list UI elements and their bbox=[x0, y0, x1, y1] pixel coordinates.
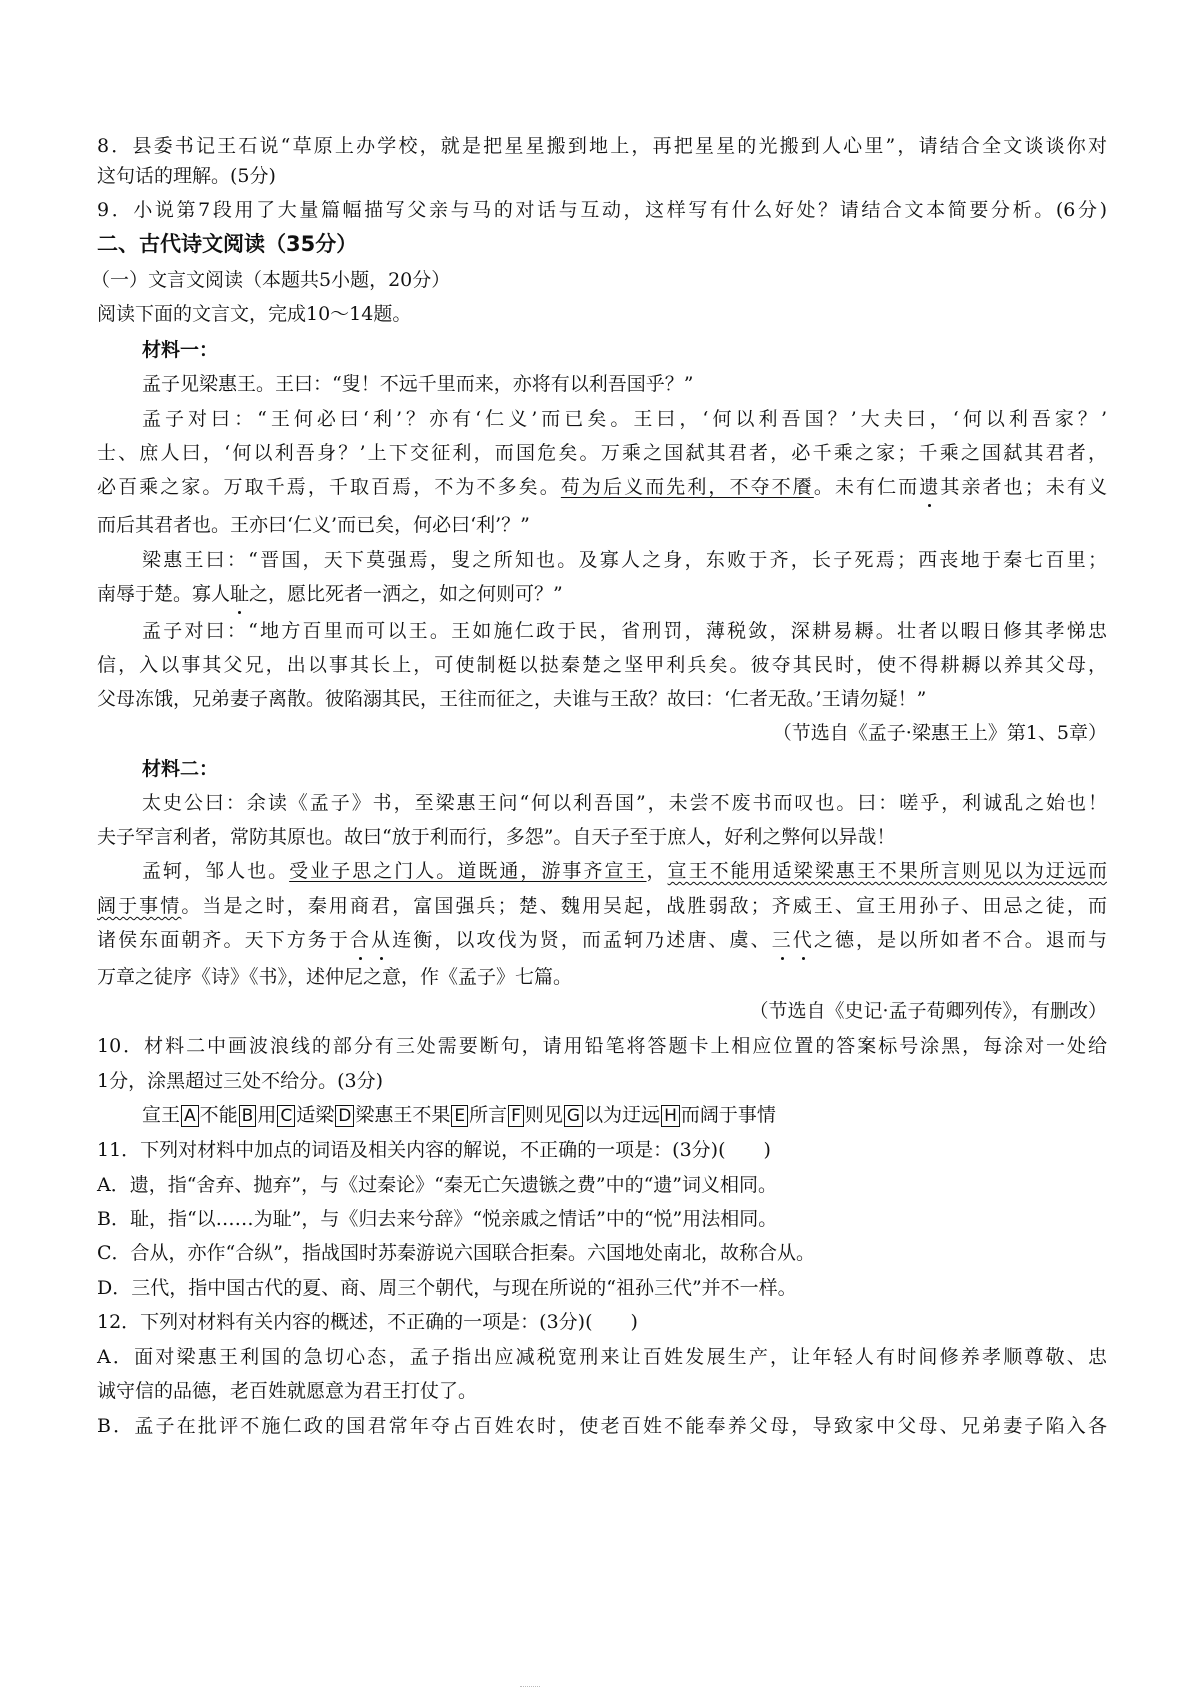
option-box-c[interactable]: C bbox=[277, 1105, 295, 1127]
section-title: 二、古代诗文阅读（35分） bbox=[97, 232, 358, 256]
m1-paragraph2-line1: 孟子对曰：“王何必曰‘利’？亦有‘仁义’而已矣。王曰，‘何以利吾国？’大夫曰，‘何以利吾家？’ bbox=[142, 408, 1107, 430]
dotted-word-dai: 代 bbox=[792, 929, 814, 951]
footer-mark bbox=[520, 1686, 540, 1688]
material2-source: （节选自《史记·孟子荀卿列传》，有删改） bbox=[749, 1000, 1107, 1022]
dotted-word-cong: 从 bbox=[371, 929, 393, 951]
subsection-title: （一）文言文阅读（本题共5小题，20分） bbox=[91, 269, 451, 291]
material2-label: 材料二： bbox=[142, 758, 219, 780]
q10-line2: 1分，涂黑超过三处不给分。(3分) bbox=[97, 1070, 384, 1092]
underlined-sentence-2: 受业子思之门人。道既通，游事齐宣王 bbox=[289, 860, 647, 882]
m1-paragraph3-line1: 梁惠王曰：“晋国，天下莫强焉，叟之所知也。及寡人之身，东败于齐，长子死焉；西丧地于秦七百里； bbox=[142, 549, 1107, 571]
option-box-h[interactable]: H bbox=[661, 1105, 680, 1127]
q11-stem: 11．下列对材料中加点的词语及相关内容的解说，不正确的一项是：(3分)( ) bbox=[97, 1139, 771, 1161]
m2-paragraph2-line3: 诸侯东面朝齐。天下方务于合从连衡，以攻伐为贤，而孟轲乃述唐、虞、三代之德，是以所如者不合。退而与 bbox=[97, 929, 1107, 951]
dotted-word-chi: 耻 bbox=[230, 583, 250, 605]
option-box-f[interactable]: F bbox=[508, 1105, 524, 1127]
option-box-e[interactable]: E bbox=[451, 1105, 468, 1127]
dotted-word-he: 合 bbox=[350, 929, 372, 951]
dotted-word-yi: 遗 bbox=[919, 476, 941, 498]
q8-line1: 8．县委书记王石说“草原上办学校，就是把星星搬到地上，再把星星的光搬到人心里”，请结合全文谈谈你对 bbox=[97, 135, 1107, 157]
q12-option-a-line2: 诚守信的品德，老百姓就愿意为君王打仗了。 bbox=[97, 1380, 478, 1402]
q8-line2: 这句话的理解。(5分) bbox=[97, 165, 276, 187]
material1-source: （节选自《孟子·梁惠王上》第1、5章） bbox=[772, 722, 1107, 744]
option-box-a[interactable]: A bbox=[181, 1105, 199, 1127]
m1-paragraph2-line2: 士、庶人曰，‘何以利吾身？’上下交征利，而国危矣。万乘之国弑其君者，必千乘之家；千乘之国弑其君者， bbox=[97, 442, 1107, 464]
m1-paragraph4-line3: 父母冻饿，兄弟妻子离散。彼陷溺其民，王往而征之，夫谁与王敌？故曰：‘仁者无敌。’王请勿疑！” bbox=[97, 688, 927, 710]
option-box-d[interactable]: D bbox=[335, 1105, 354, 1127]
m1-paragraph3-line2: 南辱于楚。寡人耻之，愿比死者一洒之，如之何则可？” bbox=[97, 583, 563, 605]
m2-paragraph1-line1: 太史公曰：余读《孟子》书，至梁惠王问“何以利吾国”，未尝不废书而叹也。曰：嗟乎，利诚乱之始也！ bbox=[142, 792, 1107, 814]
option-box-g[interactable]: G bbox=[564, 1105, 583, 1127]
m1-paragraph2-line4: 而后其君者也。王亦曰‘仁义’而已矣，何必曰‘利’？” bbox=[97, 514, 530, 536]
m1-paragraph4-line1: 孟子对曰：“地方百里而可以王。王如施仁政于民，省刑罚，薄税敛，深耕易耨。壮者以暇日修其孝悌忠 bbox=[142, 620, 1107, 642]
m2-paragraph2-line2: 阔于事情。当是之时，秦用商君，富国强兵；楚、魏用吴起，战胜弱敌；齐威王、宣王用孙子、田忌之徒，而 bbox=[97, 895, 1107, 917]
q11-option-b: B．耻，指“以……为耻”，与《归去来兮辞》“悦亲戚之情话”中的“悦”用法相同。 bbox=[97, 1208, 778, 1230]
q11-option-c: C．合从，亦作“合纵”，指战国时苏秦游说六国联合拒秦。六国地处南北，故称合从。 bbox=[97, 1242, 815, 1264]
underlined-sentence: 苟为后义而先利，不夺不餍 bbox=[560, 476, 814, 498]
reading-instruction: 阅读下面的文言文，完成10～14题。 bbox=[97, 303, 412, 325]
q11-option-d: D．三代，指中国古代的夏、商、周三个朝代，与现在所说的“祖孙三代”并不一样。 bbox=[97, 1277, 797, 1299]
q9-question: 9．小说第7段用了大量篇幅描写父亲与马的对话与互动，这样写有什么好处？请结合文本简要分析。(6分) bbox=[97, 199, 1107, 221]
q10-line1: 10．材料二中画波浪线的部分有三处需要断句，请用铅笔将答题卡上相应位置的答案标号涂黑，每涂对一处给 bbox=[97, 1035, 1107, 1057]
dotted-word-san: 三 bbox=[771, 929, 793, 951]
m2-paragraph2-line1: 孟轲，邹人也。受业子思之门人。道既通，游事齐宣王，宣王不能用适梁梁惠王不果所言则见以为迂远而 bbox=[142, 860, 1107, 882]
wavy-line-text: 宣王不能用适梁梁惠王不果所言则见以为迂远而 bbox=[667, 860, 1107, 882]
m2-paragraph2-line4: 万章之徒序《诗》《书》，述仲尼之意，作《孟子》七篇。 bbox=[97, 966, 573, 988]
material1-label: 材料一： bbox=[142, 339, 219, 361]
q12-option-a-line1: A．面对梁惠王利国的急切心态，孟子指出应减税宽刑来让百姓发展生产，让年轻人有时间修养孝顺尊敬、忠 bbox=[97, 1346, 1107, 1368]
q12-stem: 12．下列对材料有关内容的概述，不正确的一项是：(3分)( ) bbox=[97, 1311, 638, 1333]
wavy-line-text-end: 阔于事情 bbox=[97, 895, 182, 917]
option-box-b[interactable]: B bbox=[239, 1105, 257, 1127]
q12-option-b-line1: B．孟子在批评不施仁政的国君常年夺占百姓农时，使老百姓不能奉养父母，导致家中父母、兄弟妻子陷入各 bbox=[97, 1415, 1107, 1437]
m1-paragraph4-line2: 信，入以事其父兄，出以事其长上，可使制梃以挞秦楚之坚甲利兵矣。彼夺其民时，使不得耕耨以养其父母， bbox=[97, 654, 1107, 676]
m2-paragraph1-line2: 夫子罕言利者，常防其原也。故曰“放于利而行，多怨”。自天子至于庶人，好利之弊何以异哉！ bbox=[97, 826, 896, 848]
q10-answer-options: 宣王 A 不能 B 用 C 适梁 D 梁惠王不果 E 所言 F 则见 G 以为迂远 H 而阔于事情 bbox=[142, 1104, 776, 1126]
m1-paragraph1: 孟子见梁惠王。王曰：“叟！不远千里而来，亦将有以利吾国乎？” bbox=[142, 373, 694, 395]
q11-option-a: A．遗，指“舍弃、抛弃”，与《过秦论》“秦无亡矢遗镞之费”中的“遗”词义相同。 bbox=[97, 1174, 778, 1196]
m1-paragraph2-line3: 必百乘之家。万取千焉，千取百焉，不为不多矣。苟为后义而先利，不夺不餍。未有仁而遗其亲者也；未有义 bbox=[97, 476, 1107, 498]
